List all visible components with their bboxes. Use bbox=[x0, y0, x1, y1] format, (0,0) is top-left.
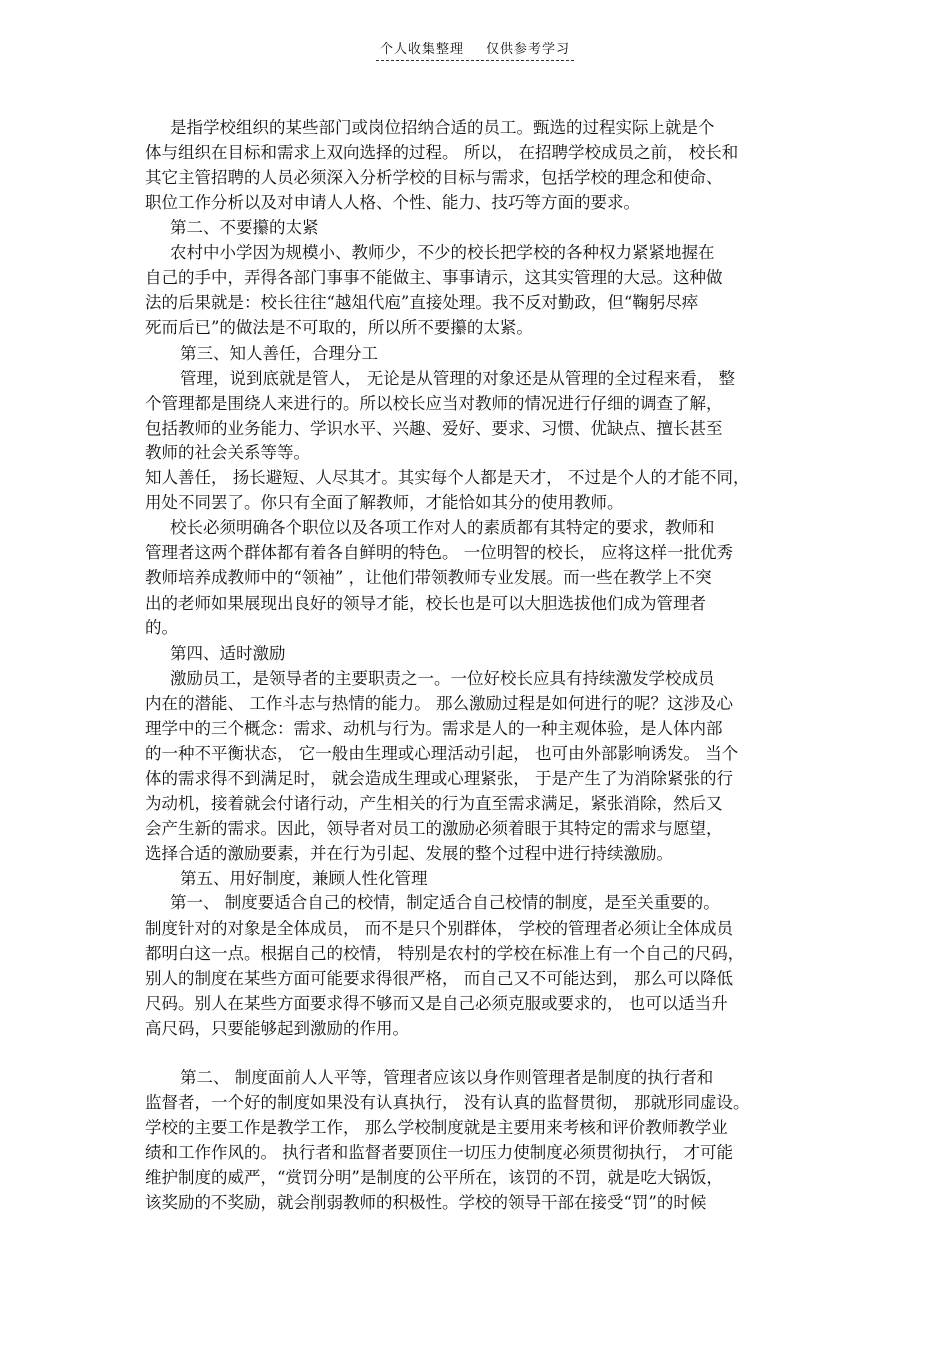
text-line: 激励员工，是领导者的主要职责之一。一位好校长应具有持续激发学校成员 bbox=[170, 669, 715, 688]
text-line: 其它主管招聘的人员必须深入分析学校的目标与需求，包括学校的理念和使命、 bbox=[145, 168, 723, 187]
section-heading: 第四、适时激励 bbox=[170, 644, 286, 663]
text-line: 体与组织在目标和需求上双向选择的过程。 所以， 在招聘学校成员之前， 校长和 bbox=[145, 143, 739, 162]
text-line: 死而后已”的做法是不可取的，所以所不要攥的太紧。 bbox=[145, 318, 533, 337]
text-line: 教师的社会关系等等。 bbox=[145, 443, 310, 462]
text-line: 管理者这两个群体都有着各自鲜明的特色。 一位明智的校长， 应将这样一批优秀 bbox=[145, 543, 733, 562]
text-line: 第二、 制度面前人人平等，管理者应该以身作则管理者是制度的执行者和 bbox=[180, 1068, 714, 1087]
text-line: 内在的潜能、 工作斗志与热情的能力。 那么激励过程是如何进行的呢？这涉及心 bbox=[145, 694, 733, 713]
text-line: 为动机，接着就会付诸行动，产生相关的行为直至需求满足，紧张消除，然后又 bbox=[145, 794, 723, 813]
text-line: 尺码。别人在某些方面要求得不够而又是自己必须克服或要求的， 也可以适当升 bbox=[145, 994, 728, 1013]
header-text bbox=[376, 38, 574, 61]
text-line: 该奖励的不奖励，就会削弱教师的积极性。学校的领导干部在接受“罚”的时候 bbox=[145, 1193, 707, 1212]
section-heading: 第五、用好制度，兼顾人性化管理 bbox=[180, 869, 428, 888]
text-line: 学校的主要工作是教学工作， 那么学校制度就是主要用来考核和评价教师教学业 bbox=[145, 1118, 728, 1137]
text-line: 职位工作分析以及对申请人人格、个性、能力、技巧等方面的要求。 bbox=[145, 193, 640, 212]
text-line: 体的需求得不到满足时， 就会造成生理或心理紧张， 于是产生了为消除紧张的行 bbox=[145, 769, 733, 788]
text-line: 知人善任， 扬长避短、人尽其才。其实每个人都是天才， 不过是个人的才能不同， bbox=[145, 468, 750, 487]
text-line: 别人的制度在某些方面可能要求得很严格， 而自己又不可能达到， 那么可以降低 bbox=[145, 969, 733, 988]
text-line: 用处不同罢了。你只有全面了解教师，才能恰如其分的使用教师。 bbox=[145, 493, 624, 512]
text-line: 第一、 制度要适合自己的校情，制定适合自己校情的制度，是至关重要的。 bbox=[170, 893, 720, 912]
text-line: 的。 bbox=[145, 618, 178, 637]
text-line: 出的老师如果展现出良好的领导才能，校长也是可以大胆选拔他们成为管理者 bbox=[145, 594, 706, 613]
text-line: 高尺码，只要能够起到激励的作用。 bbox=[145, 1019, 409, 1038]
header-right: 仅供参考学习 bbox=[486, 42, 571, 57]
text-line: 包括教师的业务能力、学识水平、兴趣、爱好、要求、习惯、优缺点、擅长甚至 bbox=[145, 419, 723, 438]
text-line: 法的后果就是：校长往往“越俎代庖”直接处理。我不反对勤政，但“鞠躬尽瘁 bbox=[145, 293, 699, 312]
text-line: 选择合适的激励要素，并在行为引起、发展的整个过程中进行持续激励。 bbox=[145, 844, 673, 863]
text-line: 会产生新的需求。因此，领导者对员工的激励必须着眼于其特定的需求与愿望， bbox=[145, 819, 723, 838]
text-line: 监督者，一个好的制度如果没有认真执行， 没有认真的监督贯彻， 那就形同虚设。 bbox=[145, 1093, 750, 1112]
text-line: 的一种不平衡状态， 它一般由生理或心理活动引起， 也可由外部影响诱发。 当个 bbox=[145, 744, 739, 763]
text-line: 维护制度的威严，“赏罚分明”是制度的公平所在，该罚的不罚，就是吃大锅饭， bbox=[145, 1168, 723, 1187]
text-line: 农村中小学因为规模小、教师少，不少的校长把学校的各种权力紧紧地握在 bbox=[170, 243, 715, 262]
text-line: 绩和工作作风的。 执行者和监督者要顶住一切压力使制度必须贯彻执行， 才可能 bbox=[145, 1143, 733, 1162]
section-heading: 第三、知人善任，合理分工 bbox=[180, 344, 378, 363]
text-line: 理学中的三个概念：需求、动机与行为。需求是人的一种主观体验，是人体内部 bbox=[145, 719, 723, 738]
text-line: 教师培养成教师中的“领袖” ，让他们带领教师专业发展。而一些在教学上不突 bbox=[145, 568, 712, 587]
text-line: 管理，说到底就是管人， 无论是从管理的对象还是从管理的全过程来看， 整 bbox=[180, 369, 735, 388]
section-heading: 第二、不要攥的太紧 bbox=[170, 218, 319, 237]
text-line: 都明白这一点。根据自己的校情， 特别是农村的学校在标准上有一个自己的尺码， bbox=[145, 944, 745, 963]
header-left: 个人收集整理 bbox=[379, 42, 464, 57]
text-line: 是指学校组织的某些部门或岗位招纳合适的员工。甄选的过程实际上就是个 bbox=[170, 118, 715, 137]
text-line: 个管理都是围绕人来进行的。所以校长应当对教师的情况进行仔细的调查了解， bbox=[145, 394, 723, 413]
text-line: 制度针对的对象是全体成员， 而不是只个别群体， 学校的管理者必须让全体成员 bbox=[145, 919, 733, 938]
text-line: 校长必须明确各个职位以及各项工作对人的素质都有其特定的要求，教师和 bbox=[170, 518, 715, 537]
text-line: 自己的手中，弄得各部门事事不能做主、事事请示，这其实管理的大忌。这种做 bbox=[145, 268, 723, 287]
page-header bbox=[0, 38, 950, 61]
